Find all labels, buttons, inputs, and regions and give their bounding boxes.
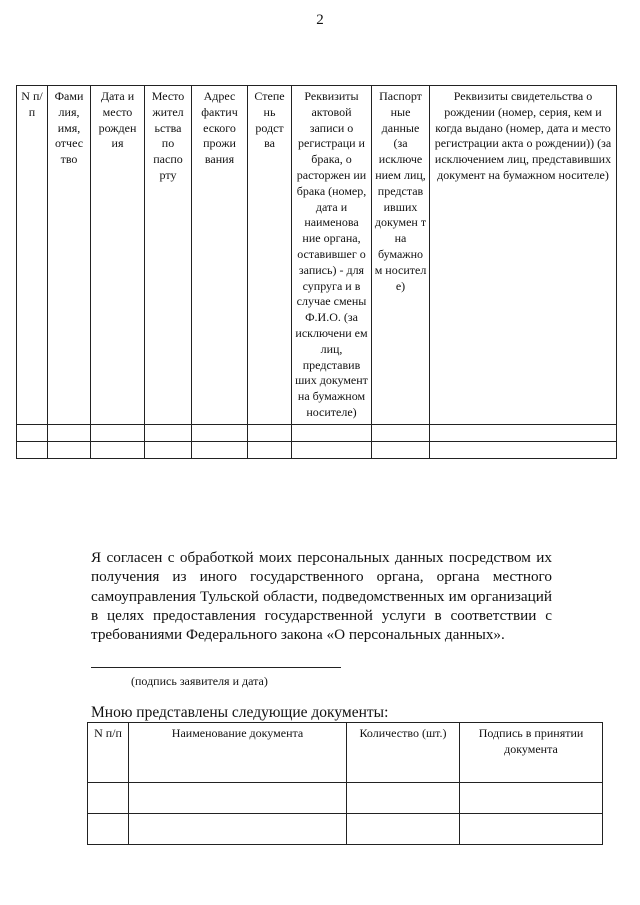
doc-col-quantity-header: Количество (шт.): [347, 723, 460, 783]
table-cell[interactable]: [48, 441, 91, 458]
table-cell[interactable]: [129, 814, 347, 845]
col-number-header: N п/п: [17, 86, 48, 425]
doc-col-name-header: Наименование документа: [129, 723, 347, 783]
table-cell[interactable]: [248, 424, 292, 441]
table-cell[interactable]: [347, 783, 460, 814]
table-cell[interactable]: [430, 441, 617, 458]
table-cell[interactable]: [248, 441, 292, 458]
table-cell[interactable]: [17, 441, 48, 458]
col-marriage-record-header: Реквизиты актовой записи о регистраци и брака, о расторжен ии брака (номер, дата и наименова ние органа, оставившег о запись) - для супруга и в случае смены Ф.И.О. (за исключени ем лиц, представив ших документ на бумажном носителе): [292, 86, 372, 425]
table-cell[interactable]: [372, 424, 430, 441]
table-cell[interactable]: [192, 424, 248, 441]
table-cell[interactable]: [372, 441, 430, 458]
table-cell[interactable]: [460, 814, 603, 845]
table-header-row: [88, 723, 603, 783]
table-cell[interactable]: [129, 783, 347, 814]
col-fullname-header: Фами лия, имя, отчес тво: [48, 86, 91, 425]
family-members-table: [16, 85, 617, 459]
signature-line[interactable]: [91, 667, 341, 668]
table-row: [17, 424, 617, 441]
table-cell[interactable]: [17, 424, 48, 441]
table-row: [17, 441, 617, 458]
table-cell[interactable]: [292, 441, 372, 458]
doc-col-signature-header: Подпись в принятии документа: [460, 723, 603, 783]
table-cell[interactable]: [91, 424, 145, 441]
col-birth-header: Дата и место рожден ия: [91, 86, 145, 425]
documents-table: [87, 722, 603, 845]
table-cell[interactable]: [48, 424, 91, 441]
consent-paragraph: Я согласен с обработкой моих персональных данных посредством их получения из иного государственного органа, органа местного самоуправления Тульской области, подведомственных им организаций в целях предоставления государственной услуги в соответствии с требованиями Федерального закона «О персональных данных».: [91, 549, 552, 644]
table-cell[interactable]: [292, 424, 372, 441]
table-cell[interactable]: [88, 814, 129, 845]
table-row: [88, 814, 603, 845]
table-cell[interactable]: [460, 783, 603, 814]
table-cell[interactable]: [88, 783, 129, 814]
table-cell[interactable]: [91, 441, 145, 458]
table-header-row: [17, 86, 617, 425]
col-birth-certificate-header: Реквизиты свидетельства о рождении (номер, серия, кем и когда выдано (номер, дата и место регистрации акта о рождении)) (за исключением лиц, представивших документ на бумажном носителе): [430, 86, 617, 425]
table-cell[interactable]: [145, 424, 192, 441]
col-actual-address-header: Адрес фактич еского прожи вания: [192, 86, 248, 425]
documents-heading: Мною представлены следующие документы:: [91, 704, 389, 721]
page-number: 2: [316, 12, 324, 28]
table-cell[interactable]: [192, 441, 248, 458]
table-cell[interactable]: [145, 441, 192, 458]
col-residence-header: Место жител ьства по паспо рту: [145, 86, 192, 425]
table-cell[interactable]: [347, 814, 460, 845]
signature-caption: (подпись заявителя и дата): [131, 674, 268, 688]
col-kinship-header: Степе нь родст ва: [248, 86, 292, 425]
doc-col-number-header: N п/п: [88, 723, 129, 783]
table-cell[interactable]: [430, 424, 617, 441]
col-passport-header: Паспорт ные данные (за исключе нием лиц, представ ивших докумен т на бумажно м носител е): [372, 86, 430, 425]
table-row: [88, 783, 603, 814]
